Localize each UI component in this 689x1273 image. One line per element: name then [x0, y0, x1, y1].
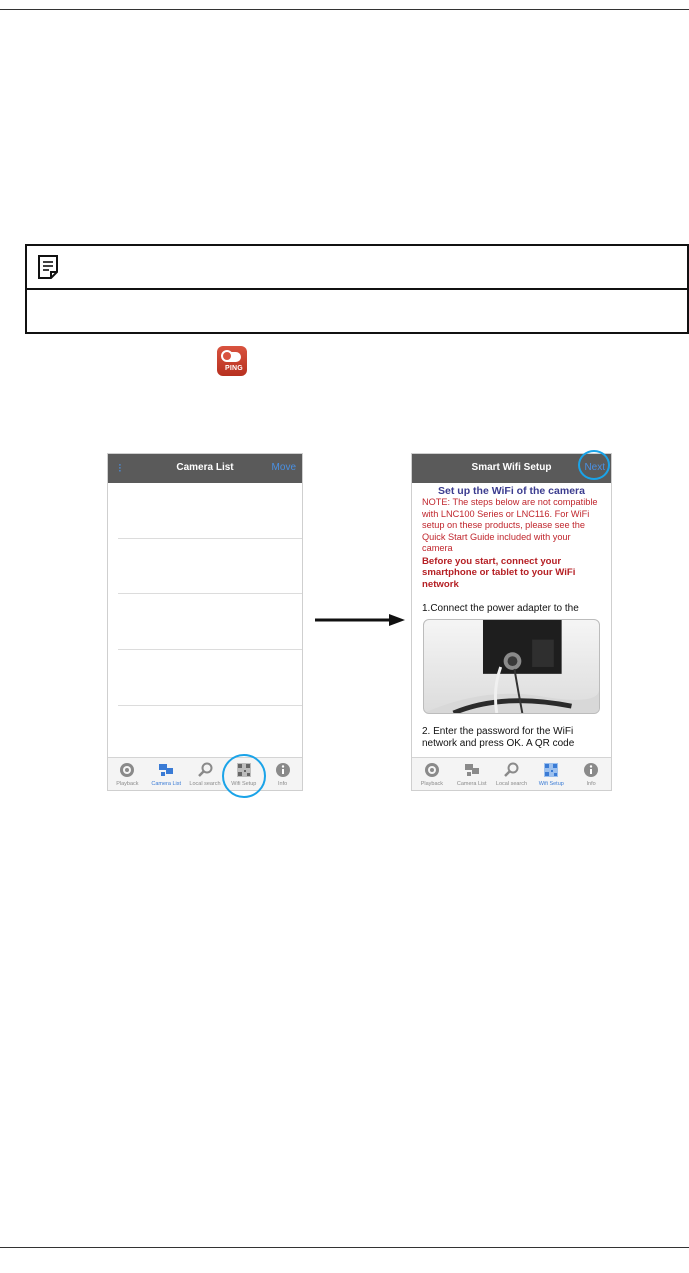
info-icon	[583, 762, 599, 778]
tab-wifi-setup[interactable]: Wifi Setup	[531, 758, 571, 790]
list-separator	[118, 705, 302, 706]
tab-bar	[108, 757, 302, 790]
list-separator	[118, 538, 302, 539]
note-icon	[37, 254, 59, 280]
screen-title: Smart Wifi Setup	[471, 462, 552, 473]
smart-wifi-setup-screen	[411, 453, 612, 791]
footer-rule	[0, 1247, 689, 1248]
camera-list-screen	[107, 453, 303, 791]
tab-camera-list[interactable]: Camera List	[147, 758, 186, 790]
camera-image	[424, 620, 599, 713]
search-icon	[197, 762, 213, 778]
camera-list	[108, 483, 302, 759]
tab-playback[interactable]: Playback	[412, 758, 452, 790]
qr-code-icon	[543, 762, 559, 778]
header-rule	[0, 9, 689, 10]
list-separator	[118, 593, 302, 594]
step-2-text: 2. Enter the password for the WiFi network and press OK. A QR code	[422, 726, 575, 749]
power-adapter-photo	[423, 619, 600, 714]
nav-bar	[108, 454, 302, 483]
playback-icon	[424, 762, 440, 778]
setup-note: NOTE: The steps below are not compatible with LNC100 Series or LNC116. For WiFi setup on these products, please see the Quick Start Guide included with your camera	[422, 497, 598, 553]
next-button[interactable]: Next	[584, 462, 605, 473]
playback-icon	[119, 762, 135, 778]
move-button[interactable]: Move	[271, 462, 296, 473]
tab-camera-list[interactable]: Camera List	[452, 758, 492, 790]
camera-list-icon	[158, 762, 174, 778]
step-1-text: 1.Connect the power adapter to the	[422, 603, 579, 614]
tab-local-search[interactable]: Local search	[492, 758, 532, 790]
setup-warning: Before you start, connect your smartphone or tablet to your WiFi network	[422, 555, 576, 590]
setup-heading: Set up the WiFi of the camera	[438, 485, 585, 497]
app-icon-label: PING	[225, 365, 243, 372]
camera-list-icon	[464, 762, 480, 778]
note-box	[25, 244, 689, 334]
tab-playback[interactable]: Playback	[108, 758, 147, 790]
tab-bar	[412, 757, 611, 790]
list-separator	[118, 649, 302, 650]
tab-info[interactable]: Info	[571, 758, 611, 790]
screen-title: Camera List	[176, 462, 234, 473]
note-header	[27, 246, 687, 290]
tab-wifi-setup[interactable]: Wifi Setup	[224, 758, 263, 790]
arrow-icon	[315, 612, 405, 628]
search-icon	[503, 762, 519, 778]
next-highlight	[578, 450, 610, 480]
wifi-setup-highlight	[222, 754, 266, 798]
add-icon[interactable]: ⁝	[118, 461, 122, 475]
info-icon	[275, 762, 291, 778]
tab-local-search[interactable]: Local search	[186, 758, 225, 790]
ping-app-icon	[217, 346, 247, 376]
tab-info[interactable]: Info	[263, 758, 302, 790]
setup-content	[412, 483, 611, 759]
